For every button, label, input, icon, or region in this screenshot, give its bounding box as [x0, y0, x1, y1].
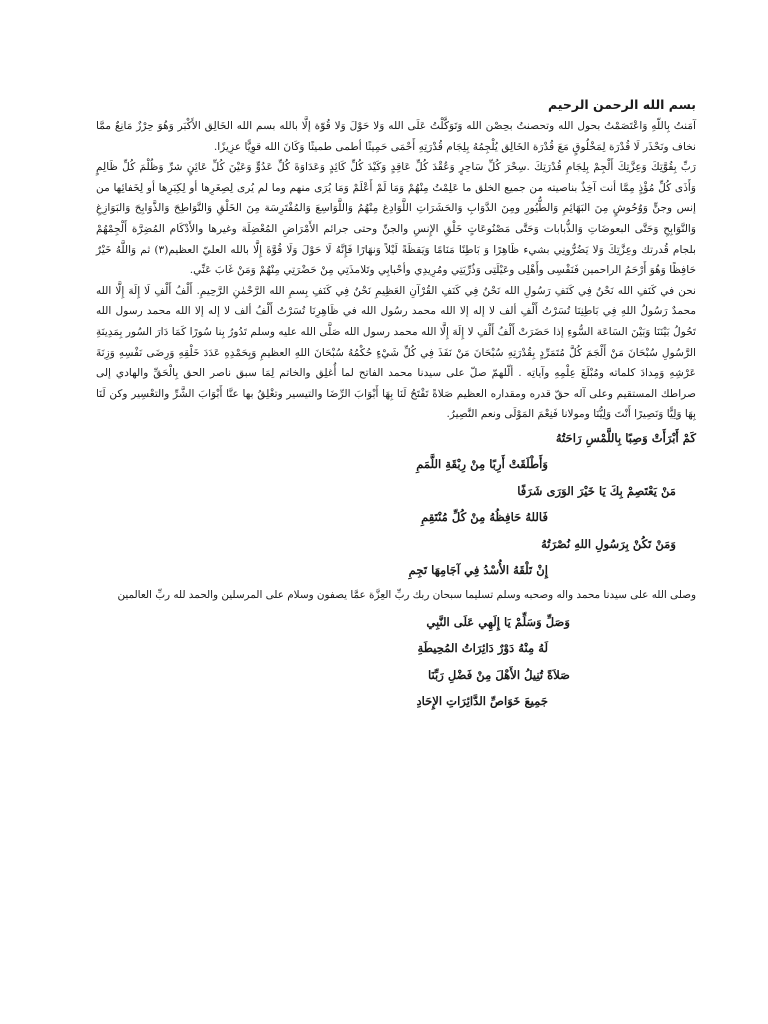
basmala-heading: بسم الله الرحمن الرحيم [548, 97, 696, 112]
verse-line: مَنْ يَعْتَصِمْ بِكَ يَا خَيْرَ الوَرَى شَرَفًا [517, 483, 676, 498]
verse-line: جَمِيعَ خَوَاصِّ الدَّائِرَاتِ الإِحَادِ [416, 694, 548, 709]
final-verses [96, 609, 696, 715]
paragraph-2: رَبِّ بِقُوَّتِكَ وَعِزَّتِكَ أَلْجِمْ بِلِجَامِ قُدْرَتِكَ .سِحْرَ كُلِّ سَاحِرٍ وَعُقْدَ كُلِّ عَاقِدٍ وَكَيْدَ كُلِّ كَائِدٍ وَعَدَاوَةَ كُلِّ عَدُوٍّ وَعَيْنَ كُلِّ عَائِنٍ شرِّ وَظُلْمَ كُلِّ ظَالِمٍ وَأَذَى كُلِّ مُؤْذٍ مِمَّا أنت آخِذٌ بناصيته من جميع الخلق ما عَلِمْتُ مِنْهُمْ وَمَا لَمْ أَعْلَمْ وَمَا يُرَى منهم وما لم يُرى لِصِغَرِها أو لِكِبَرِها أو لِخَفائِها من إنس وجنٍّ وَوُحُوشٍ مِنَ البَهَائِمِ وَالطُّيُورِ ومِنَ الدَّوَابِ وَالحَشَرَاتِ اللَّوَادِغ مِنْهُمُ وَاللَّوَاسِعَ وَالمُفْتَرِسَة مِنَ الخَلْقِ وَالنَّوَاطِحَ وَالذَّوَابِحَ وَالبَوَازِغِ وَالنَّوَابِحِ وَحَتَّى البعوضَاتِ وَالذُّبابات وَحَتَّى مَصْنُوعَاتٍ خَلْقِ الإِنسِ والجنِّ وحتى جرائم الأَمْرَاضِ المُعْضِلَة وغيرها والأَدْكَام المُضِرَّة أَلْجِمْهُمْ بلجام قُدرتك وعِزَّتِكَ وَلا يَضُرُّونِي بشيء ظَاهِرًا وَ بَاطِنًا مَنَامًا وَيَقظَةً لَيْلاً وَنهَارًا فَإِنَّهُ لَا حَوْلَ وَلَا قُوَّةَ إِلَّا بالله العليّ العظيم(٣) ثم وَاللَّهُ خَيْرٌ حَافِظًا وَهُوَ أَرْحَمُ الراحمين فَنَفْسِى وأَهْلِى وعَيْلَتِى وَذُرِّيَتِي ومُرِيدِي وأحْبابِي وتَلامذَتِي مِنْ حَضْرَتِي مِنْهُمْ وَمَنْ غَابَ عَنِّي. [96, 161, 696, 277]
verse-line: وَأَطْلَقَتْ أَرِبًا مِنْ رِبْقَةِ اللَّمَمِ [416, 457, 548, 472]
verse-line: لَهُ مِنْهُ دَوْرٌ دَائِرَاتُ المُحِيطَةِ [417, 641, 548, 656]
verse-line: كَمْ أَبْرَأَتْ وَصِبًا بِاللَّمْسِ رَاحَتُهُ [555, 430, 696, 445]
verse-line: فَاللهُ حَافِظُهُ مِنْ كُلِّ مُنْتَقِمِ [421, 510, 548, 525]
paragraph-3: نحن في كَنَفِ الله نَحْنُ فِي كَنَفِ رَسُولِ الله نَحْنُ فِي كَنَفِ القُرْآنِ العَظِيمِ نَحْنُ فِي كَنَفِ بِسمِ الله الرَّحْمٰنِ الرَّحِيمِ. أَلْفُ أَلْفِ لَا إِلَهَ إِلَّا الله محمدٌ رَسُولُ اللهِ فِي بَاطِنِنَا تُسَرْتُ أَلْفِ ألف لا إله إلا الله محمد رسُول الله في ظَاهِرِنَا تُسَرْتُ أَلْفُ ألف لا إله إلا الله محمد رسول الله تَحُولُ بَيْنَنَا وَبَيْنَ السَاعَة السُّوءِ إذا حَضَرَتْ أَلْفُ أَلْفِ لا إِلَهَ إِلَّا الله محمد رسول الله صَلَّى الله عليه وسلم تَدُورُ بِنا سُورًا كَمَا دَارَ السُور بِمَدِينَةِ الرَّسُولِ سُبْحَانَ مَنْ أَلْجَمَ كُلَّ مُتَمَرِّدٍ بِقُدْرَتِهِ سُبْحَانَ مَنْ نَفَذَ فِي كُلِّ شَيْءٍ حُكْمُهُ سُبْحَانَ اللهِ العظيمِ وَبِحَمْدِهِ عَدَدَ خَلْقِهِ وَرِضَى نَفْسِهِ وَزِنَةَ عَرْشِهِ وَمِدادَ كلماته ومُبْلَغَ عِلْمِهِ وآياتِه . ألّلهمّ صلّ على سيدنا محمد الفاتح لما أُغلِق والخاتم لِمَا سبق ناصر الحق بِالْحَقِّ والهادي إلى صراطك المستقيم وعلى آله حقّ قدره ومقداره العظيم صَلاةً تَفْتَحُ لَنَا بِهَا أَبْوَابَ الرِّضَا والتيسير وتغْلِقُ بها عنَّا أَبْوَابَ الشَّرِّ والتعْسِير وكن لَنَا بِهَا وَلِيًّا وَنَصِيرًا أَنْتَ وَلِيُّنَا ومولانا فَنِعْمَ المَوْلَى ونعم النَّصِيرُ. [96, 284, 696, 421]
verse-line: إِنْ تَلْقَهُ الأُسْدُ فِي آجَامِهَا تَجِمِ [408, 563, 548, 578]
document-body [96, 96, 696, 715]
closing-supplication: وصلى الله على سيدنا محمد واله وصحبه وسلم تسليما سبحان ربك ربِّ العِزَّة عمَّا يصفون وسلام على المرسلين والحمد لله ربِّ العالمين [117, 588, 696, 601]
verse-line: وَصَلِّ وَسَلِّمْ يَا إِلَهِي عَلَى النَّبِي [426, 614, 570, 629]
verse-line: صَلاَةً تُنِيلُ الأَهْلَ مِنْ فَضْلِ رَبِّنَا [427, 667, 570, 682]
verse-line: وَمَنْ تَكُنْ بِرَسُولِ اللهِ نُصْرَتُهُ [541, 536, 676, 551]
poem-verses [96, 425, 696, 584]
paragraph-1: آمَنتُ بِاللّهِ وَاعْتَصَمْتُ بحول الله وتحصنتُ بحِصْن الله وَتَوَكَّلْتُ عَلَى الله وَلا حَوْلَ وَلا قُوّة إلَّا بالله بسم الله الخَالِق الأَكْبَر وَهُوَ حِرْزٌ مَانِعٌ ممَّا نخاف ونَحْذَر لَا قُدْرَة لِمَخْلُوقٍ مَعَ قُدْرَة الخَالِق يُلْجِمُهُ بِلِجَام قُدْرَتِهِ أَحْمَى حَمِيثًا أطمى طميثًا وَكَانَ الله قوِيًّا عزِيزًا. [96, 120, 696, 153]
